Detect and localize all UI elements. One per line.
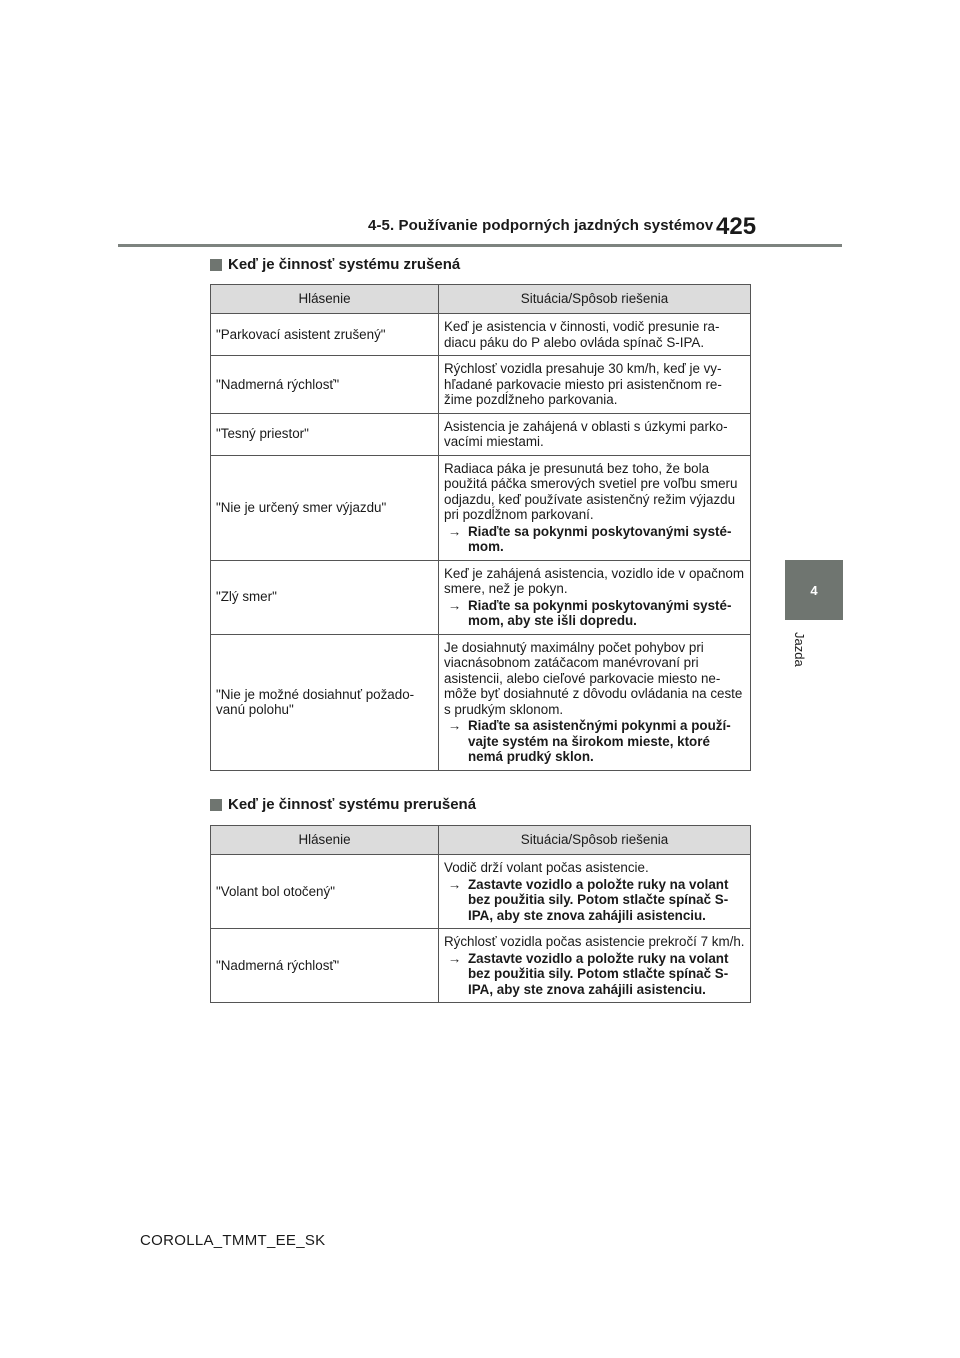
header-rule — [118, 244, 842, 247]
square-bullet-icon — [210, 259, 222, 271]
message-cell: "Nie je možné dosiahnuť požadovanú polohu" — [211, 634, 439, 770]
table-row — [211, 455, 751, 560]
table-header-row — [211, 285, 751, 314]
situation-description: Rýchlosť vozidla počas asistencie prekročí 7 km/h. — [444, 934, 745, 949]
section-heading-text: Keď je činnosť systému prerušená — [228, 796, 477, 813]
footer-document-code: COROLLA_TMMT_EE_SK — [140, 1232, 326, 1249]
page-number: 425 — [716, 213, 757, 240]
column-header-message: Hlásenie — [211, 826, 439, 855]
section-heading-text: Keď je činnosť systému zrušená — [228, 256, 461, 273]
arrow-right-icon: → — [448, 950, 462, 966]
table-row — [211, 855, 751, 929]
section-heading-interrupted — [210, 796, 476, 813]
remedy-instruction — [444, 951, 745, 998]
remedy-text: Riaďte sa pokynmi poskytovanými systémom. — [468, 523, 732, 554]
message-cell: "Nadmerná rýchlosť" — [211, 929, 439, 1003]
remedy-instruction — [444, 524, 745, 555]
remedy-instruction — [444, 877, 745, 924]
situation-cell — [439, 455, 751, 560]
message-cell: "Volant bol otočený" — [211, 855, 439, 929]
table-row — [211, 356, 751, 414]
situation-description: Rýchlosť vozidla presahuje 30 km/h, keď je vyhľadané parkovacie miesto pri asistenčnom režime pozdĺžneho parkovania. — [444, 361, 722, 407]
situation-cell — [439, 855, 751, 929]
column-header-situation: Situácia/Spôsob riešenia — [439, 285, 751, 314]
message-cell: "Zlý smer" — [211, 560, 439, 634]
column-header-message: Hlásenie — [211, 285, 439, 314]
situation-description: Keď je asistencia v činnosti, vodič presunie radiacu páku do P alebo ovláda spínač S-IPA. — [444, 319, 720, 350]
messages-table-interrupted — [210, 825, 751, 1003]
situation-cell — [439, 356, 751, 414]
remedy-text: Zastavte vozidlo a položte ruky na volant bez použitia sily. Potom stlačte spínač S-IPA, aby ste znova zahájili asistenciu. — [468, 876, 729, 923]
table-row — [211, 560, 751, 634]
chapter-tab: 4 — [785, 560, 843, 620]
table-header-row — [211, 826, 751, 855]
message-cell: "Tesný priestor" — [211, 413, 439, 455]
table-body — [211, 314, 751, 771]
situation-description: Radiaca páka je presunutá bez toho, že bola použitá páčka smerových svetiel pre voľbu smeru odjazdu, keď používate asistenčný režim výjazdu pri pozdĺžnom parkovaní. — [444, 460, 738, 522]
arrow-right-icon: → — [448, 876, 462, 892]
arrow-right-icon: → — [448, 523, 462, 539]
situation-description: Asistencia je zahájená v oblasti s úzkymi parkovacími miestami. — [444, 418, 728, 449]
situation-cell — [439, 634, 751, 770]
situation-cell — [439, 413, 751, 455]
remedy-text: Zastavte vozidlo a položte ruky na volant bez použitia sily. Potom stlačte spínač S-IPA, aby ste znova zahájili asistenciu. — [468, 950, 729, 997]
square-bullet-icon — [210, 799, 222, 811]
message-cell: "Nie je určený smer výjazdu" — [211, 455, 439, 560]
arrow-right-icon: → — [448, 718, 462, 733]
remedy-instruction — [444, 718, 745, 765]
situation-description: Keď je zahájená asistencia, vozidlo ide v opačnom smere, než je pokyn. — [444, 565, 745, 596]
arrow-right-icon: → — [448, 597, 462, 613]
remedy-text: Riaďte sa asistenčnými pokynmi a používajte systém na širokom mieste, ktoré nemá prudký sklon. — [468, 718, 731, 764]
table-row — [211, 314, 751, 356]
table-row — [211, 634, 751, 770]
situation-description: Je dosiahnutý maximálny počet pohybov pri viacnásobnom zatáčacom manévrovaní pri asistencii, alebo cieľové parkovacie miesto nemôže byť dosiahnuté z dôvodu ovládania na ceste s prudkým sklonom. — [444, 639, 743, 717]
situation-cell — [439, 929, 751, 1003]
table-row — [211, 413, 751, 455]
header-section-title: 4-5. Používanie podporných jazdných systémov — [368, 217, 714, 234]
situation-description: Vodič drží volant počas asistencie. — [444, 860, 649, 875]
messages-table-cancelled — [210, 284, 751, 771]
situation-cell — [439, 314, 751, 356]
column-header-situation: Situácia/Spôsob riešenia — [439, 826, 751, 855]
message-cell: "Nadmerná rýchlosť" — [211, 356, 439, 414]
remedy-instruction — [444, 598, 745, 629]
section-heading-cancelled — [210, 256, 460, 273]
remedy-text: Riaďte sa pokynmi poskytovanými systémom, aby ste išli dopredu. — [468, 597, 732, 628]
chapter-tab-label: Jazda — [792, 632, 807, 667]
situation-cell — [439, 560, 751, 634]
table-body — [211, 855, 751, 1003]
message-cell: "Parkovací asistent zrušený" — [211, 314, 439, 356]
table-row — [211, 929, 751, 1003]
